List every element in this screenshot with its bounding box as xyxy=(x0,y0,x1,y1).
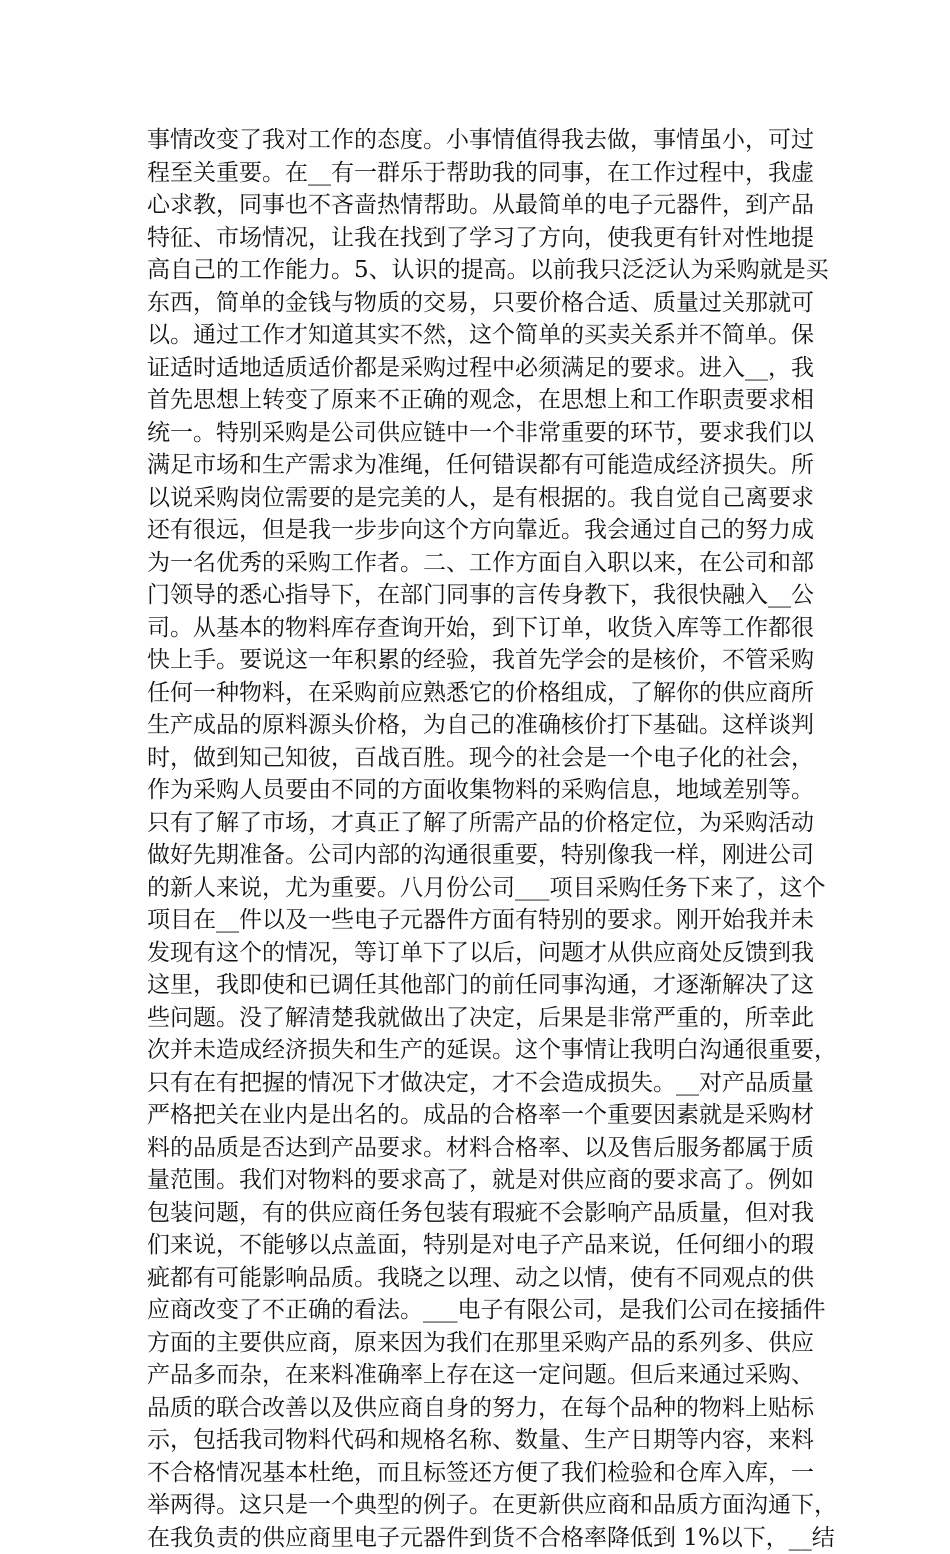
text-line: 在我负责的供应商里电子元器件到货不合格率降低到 1%以下，__结 xyxy=(147,1522,807,1554)
text-line: 方面的主要供应商，原来因为我们在那里采购产品的系列多、供应 xyxy=(147,1327,807,1360)
text-line: 料的品质是否达到产品要求。材料合格率、以及售后服务都属于质 xyxy=(147,1132,807,1165)
text-line: 只有了解了市场，才真正了解了所需产品的价格定位，为采购活动 xyxy=(147,807,807,840)
text-line: 只有在有把握的情况下才做决定，才不会造成损失。__对产品质量 xyxy=(147,1067,807,1100)
text-line: 作为采购人员要由不同的方面收集物料的采购信息，地域差别等。 xyxy=(147,774,807,807)
text-line: 发现有这个的情况，等订单下了以后，问题才从供应商处反馈到我 xyxy=(147,937,807,970)
text-line: 司。从基本的物料库存查询开始，到下订单，收货入库等工作都很 xyxy=(147,612,807,645)
text-line: 首先思想上转变了原来不正确的观念，在思想上和工作职责要求相 xyxy=(147,384,807,417)
text-line: 证适时适地适质适价都是采购过程中必须满足的要求。进入__，我 xyxy=(147,352,807,385)
text-line: 以说采购岗位需要的是完美的人，是有根据的。我自觉自己离要求 xyxy=(147,482,807,515)
text-line: 还有很远，但是我一步步向这个方向靠近。我会通过自己的努力成 xyxy=(147,514,807,547)
text-line: 时，做到知己知彼，百战百胜。现今的社会是一个电子化的社会， xyxy=(147,742,807,775)
text-line: 做好先期准备。公司内部的沟通很重要，特别像我一样，刚进公司 xyxy=(147,839,807,872)
text-line: 们来说，不能够以点盖面，特别是对电子产品来说，任何细小的瑕 xyxy=(147,1229,807,1262)
text-line: 特征、市场情况，让我在找到了学习了方向，使我更有针对性地提 xyxy=(147,222,807,255)
text-line: 这里，我即使和已调任其他部门的前任同事沟通，才逐渐解决了这 xyxy=(147,969,807,1002)
text-line: 生产成品的原料源头价格，为自己的准确核价打下基础。这样谈判 xyxy=(147,709,807,742)
text-line: 程至关重要。在__有一群乐于帮助我的同事，在工作过程中，我虚 xyxy=(147,157,807,190)
text-line: 统一。特别采购是公司供应链中一个非常重要的环节，要求我们以 xyxy=(147,417,807,450)
text-line: 事情改变了我对工作的态度。小事情值得我去做，事情虽小，可过 xyxy=(147,124,807,157)
text-line: 举两得。这只是一个典型的例子。在更新供应商和品质方面沟通下， xyxy=(147,1489,807,1522)
text-line: 高自己的工作能力。5、认识的提高。以前我只泛泛认为采购就是买 xyxy=(147,254,807,287)
text-line: 的新人来说，尤为重要。八月份公司___项目采购任务下来了，这个 xyxy=(147,872,807,905)
text-line: 些问题。没了解清楚我就做出了决定，后果是非常严重的，所幸此 xyxy=(147,1002,807,1035)
text-line: 不合格情况基本杜绝，而且标签还方便了我们检验和仓库入库，一 xyxy=(147,1457,807,1490)
body-text xyxy=(147,124,807,1554)
text-line: 快上手。要说这一年积累的经验，我首先学会的是核价，不管采购 xyxy=(147,644,807,677)
text-line: 量范围。我们对物料的要求高了，就是对供应商的要求高了。例如 xyxy=(147,1164,807,1197)
text-line: 心求教，同事也不吝啬热情帮助。从最简单的电子元器件，到产品 xyxy=(147,189,807,222)
text-line: 次并未造成经济损失和生产的延误。这个事情让我明白沟通很重要， xyxy=(147,1034,807,1067)
text-line: 满足市场和生产需求为准绳，任何错误都有可能造成经济损失。所 xyxy=(147,449,807,482)
text-line: 任何一种物料，在采购前应熟悉它的价格组成，了解你的供应商所 xyxy=(147,677,807,710)
text-line: 为一名优秀的采购工作者。二、工作方面自入职以来，在公司和部 xyxy=(147,547,807,580)
text-line: 包装问题，有的供应商任务包装有瑕疵不会影响产品质量，但对我 xyxy=(147,1197,807,1230)
text-line: 东西，简单的金钱与物质的交易，只要价格合适、质量过关那就可 xyxy=(147,287,807,320)
text-line: 产品多而杂，在来料准确率上存在这一定问题。但后来通过采购、 xyxy=(147,1359,807,1392)
text-line: 严格把关在业内是出名的。成品的合格率一个重要因素就是采购材 xyxy=(147,1099,807,1132)
text-line: 应商改变了不正确的看法。___电子有限公司，是我们公司在接插件 xyxy=(147,1294,807,1327)
text-line: 以。通过工作才知道其实不然，这个简单的买卖关系并不简单。保 xyxy=(147,319,807,352)
text-line: 品质的联合改善以及供应商自身的努力，在每个品种的物料上贴标 xyxy=(147,1392,807,1425)
text-line: 示，包括我司物料代码和规格名称、数量、生产日期等内容，来料 xyxy=(147,1424,807,1457)
text-line: 项目在__件以及一些电子元器件方面有特别的要求。刚开始我并未 xyxy=(147,904,807,937)
text-line: 门领导的悉心指导下，在部门同事的言传身教下，我很快融入__公 xyxy=(147,579,807,612)
text-line: 疵都有可能影响品质。我晓之以理、动之以情，使有不同观点的供 xyxy=(147,1262,807,1295)
